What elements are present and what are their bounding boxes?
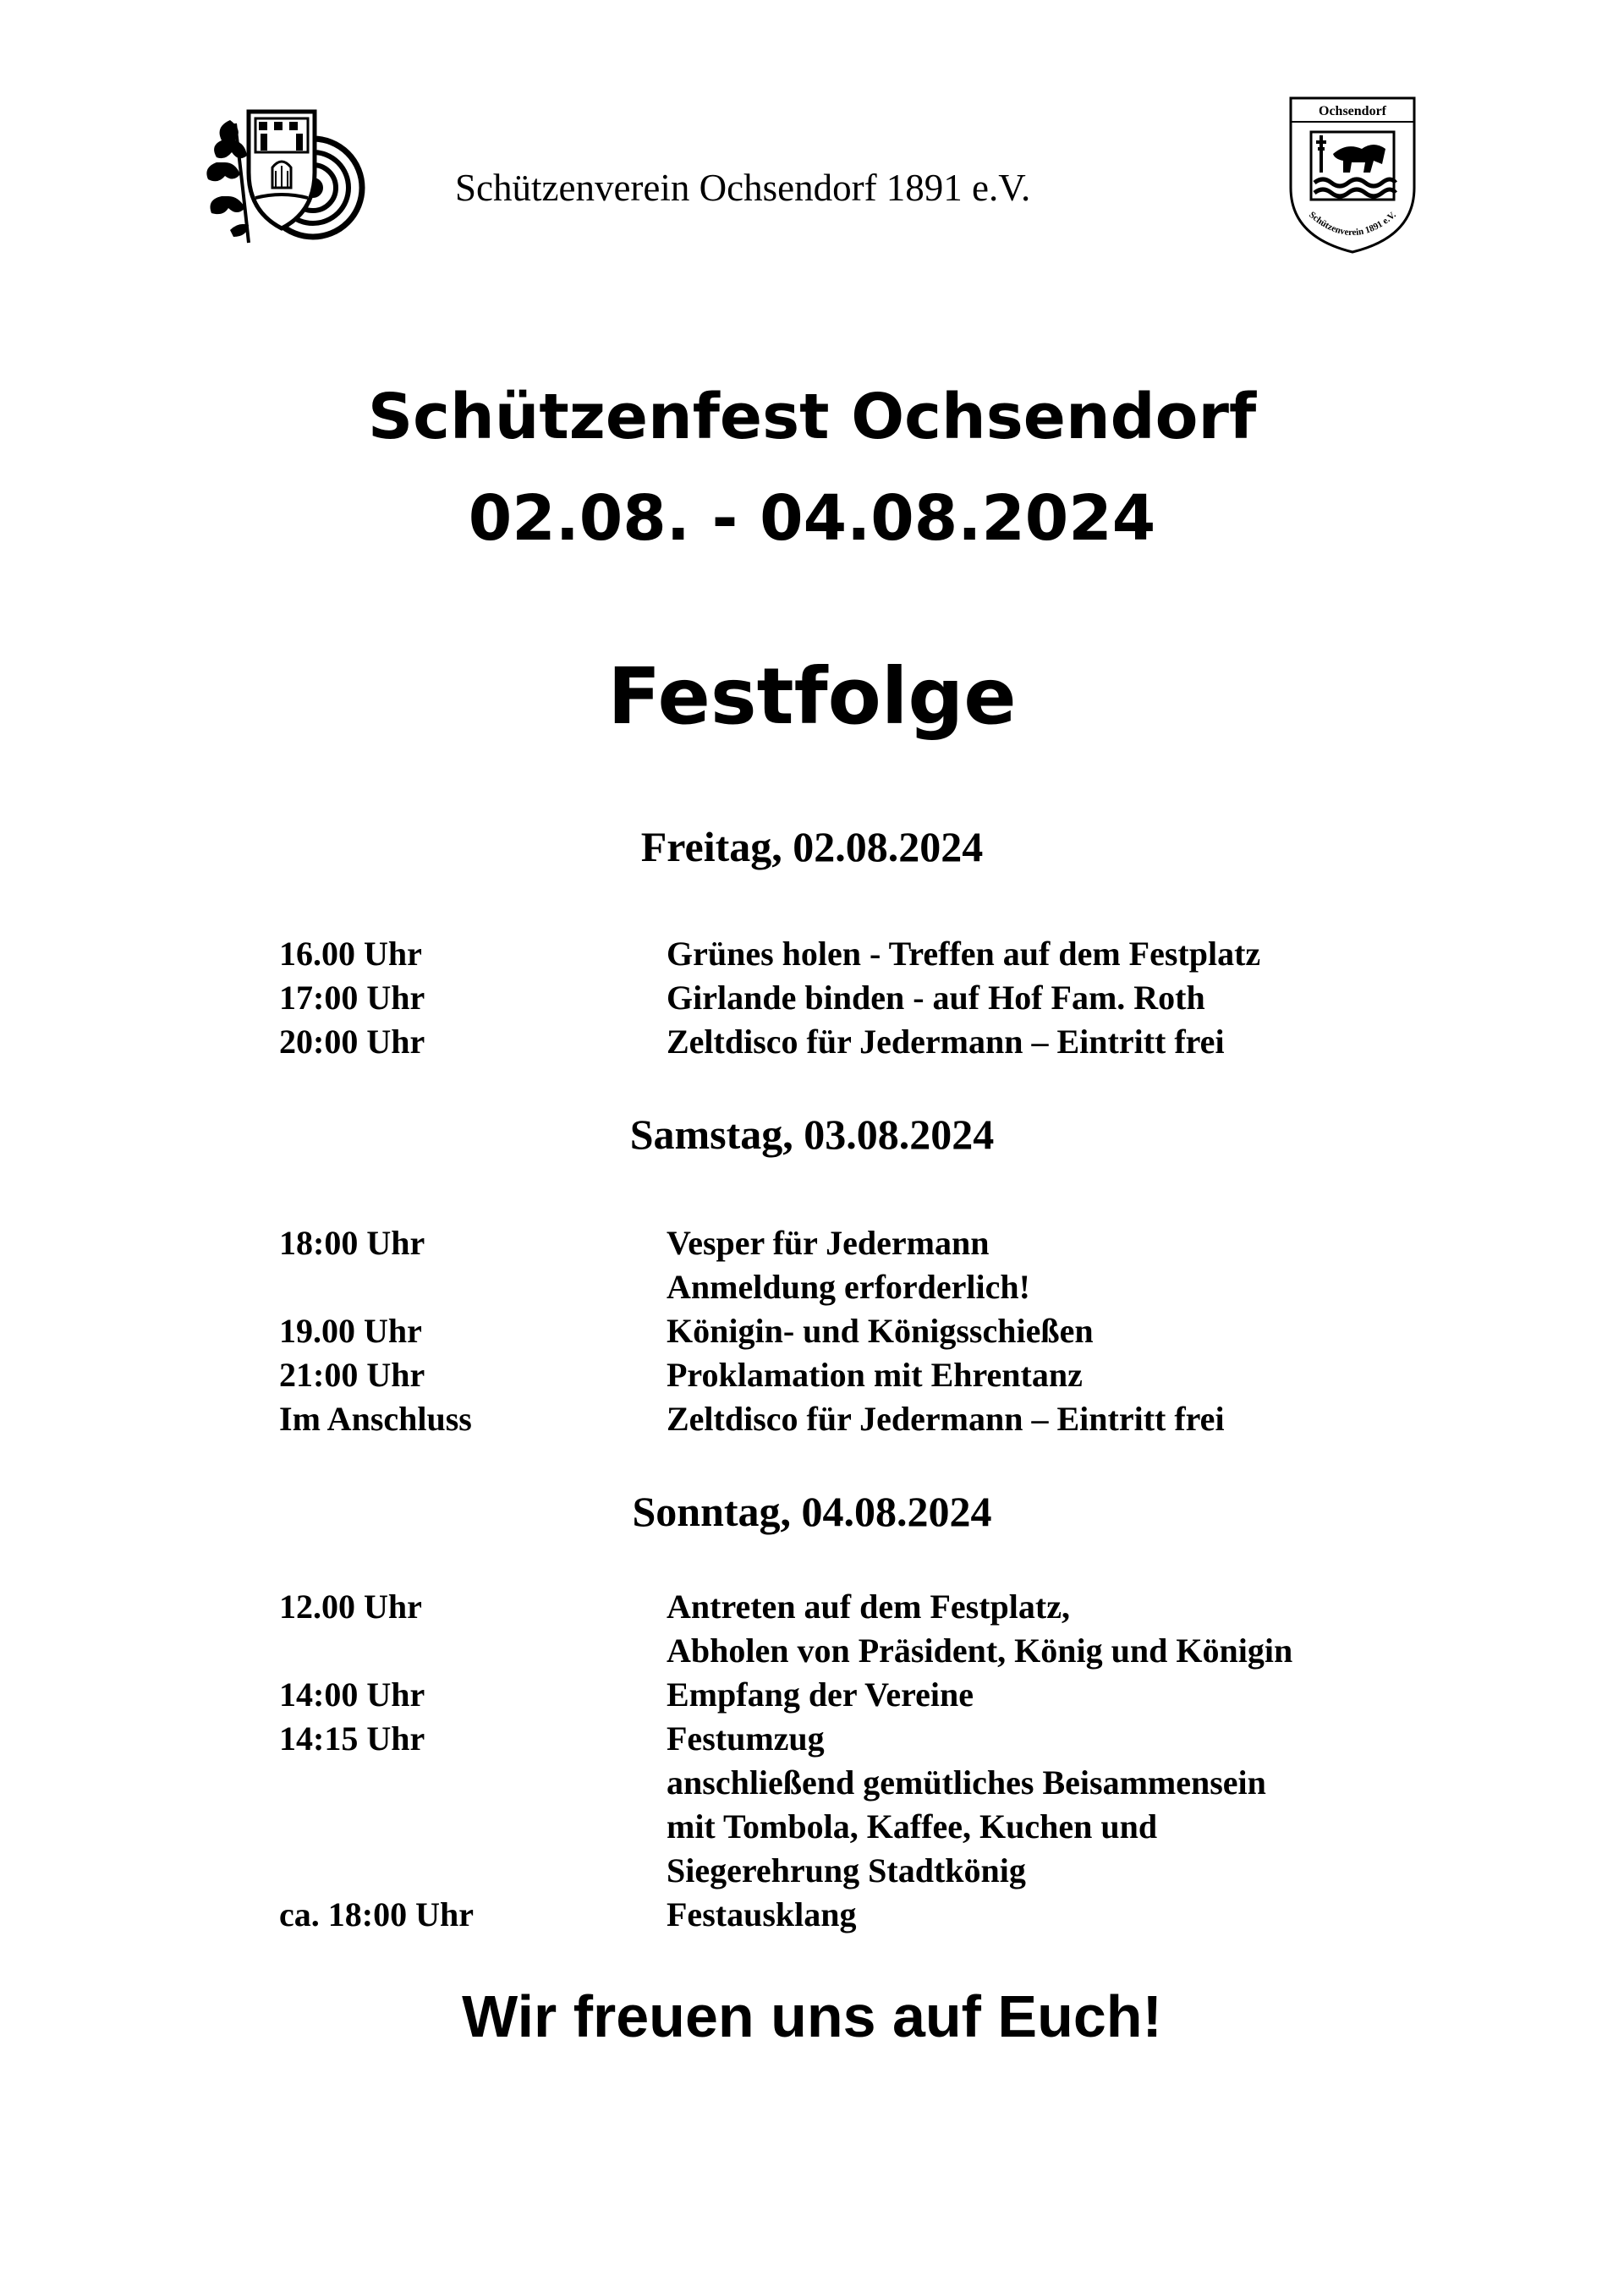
schedule-activity: Grünes holen - Treffen auf dem Festplatz: [667, 935, 1261, 973]
club-name: Schützenverein Ochsendorf 1891 e.V.: [455, 167, 1031, 209]
schedule-time: 18:00 Uhr: [279, 1224, 425, 1262]
schedule-row: [0, 1675, 1624, 1719]
schedule-row: [0, 1399, 1624, 1443]
schedule-row: [0, 1719, 1624, 1763]
schedule-row: [0, 1022, 1624, 1066]
event-dates: 02.08. - 04.08.2024: [468, 482, 1156, 555]
schedule-row: [0, 1631, 1624, 1675]
day-heading-sunday: Sonntag, 04.08.2024: [632, 1488, 992, 1535]
day-heading-saturday: Samstag, 03.08.2024: [629, 1111, 995, 1158]
crest-bottom-text: Schützenverein 1891 e.V.: [1307, 210, 1398, 239]
schedule-activity: anschließend gemütliches Beisammensein: [667, 1763, 1266, 1802]
schedule-time: 16.00 Uhr: [279, 935, 422, 973]
schedule-time: 14:15 Uhr: [279, 1719, 425, 1758]
schedule-activity: Festausklang: [667, 1895, 857, 1933]
schedule-time: 14:00 Uhr: [279, 1675, 425, 1714]
schedule-row: [0, 1311, 1624, 1355]
schedule-time: 20:00 Uhr: [279, 1023, 425, 1061]
event-title: Schützenfest Ochsendorf: [367, 381, 1257, 453]
schedule-activity: Siegerehrung Stadtkönig: [667, 1851, 1026, 1889]
crest-top-text: Ochsendorf: [1319, 104, 1386, 118]
schedule-activity: Festumzug: [667, 1719, 825, 1758]
schedule-time: 12.00 Uhr: [279, 1588, 422, 1626]
schedule-activity: Anmeldung erforderlich!: [667, 1268, 1030, 1306]
schedule-row: [0, 1223, 1624, 1267]
schedule-time: Im Anschluss: [279, 1400, 472, 1438]
day-heading-friday: Freitag, 02.08.2024: [640, 823, 984, 870]
schedule-row: [0, 1355, 1624, 1399]
schedule-row: [0, 1807, 1624, 1851]
closing-message: Wir freuen uns auf Euch!: [462, 1983, 1162, 2049]
schedule-time: 19.00 Uhr: [279, 1312, 422, 1350]
schedule-time: 17:00 Uhr: [279, 979, 425, 1017]
schedule-row: [0, 1587, 1624, 1631]
schedule-activity: Antreten auf dem Festplatz,: [667, 1588, 1070, 1626]
schedule-activity: Zeltdisco für Jedermann – Eintritt frei: [667, 1400, 1225, 1438]
schedule-activity: Proklamation mit Ehrentanz: [667, 1356, 1083, 1394]
schedule-activity: Zeltdisco für Jedermann – Eintritt frei: [667, 1023, 1225, 1061]
schedule-activity: mit Tombola, Kaffee, Kuchen und: [667, 1807, 1158, 1846]
schedule-row: [0, 978, 1624, 1022]
schedule-activity: Vesper für Jedermann: [667, 1224, 990, 1262]
schedule-row: [0, 1267, 1624, 1311]
schedule-row: [0, 1763, 1624, 1807]
program-heading: Festfolge: [607, 651, 1017, 742]
schedule-time: ca. 18:00 Uhr: [279, 1895, 474, 1933]
schedule-time: 21:00 Uhr: [279, 1356, 425, 1394]
schedule-activity: Empfang der Vereine: [667, 1675, 974, 1714]
schedule-activity: Königin- und Königsschießen: [667, 1312, 1094, 1350]
village-crest-right-icon: [1284, 95, 1421, 255]
club-emblem-left-icon: [196, 103, 365, 255]
schedule-row: [0, 1895, 1624, 1939]
schedule-row: [0, 1851, 1624, 1895]
schedule-row: [0, 934, 1624, 978]
schedule-activity: Girlande binden - auf Hof Fam. Roth: [667, 979, 1205, 1017]
schedule-activity: Abholen von Präsident, König und Königin: [667, 1632, 1293, 1670]
